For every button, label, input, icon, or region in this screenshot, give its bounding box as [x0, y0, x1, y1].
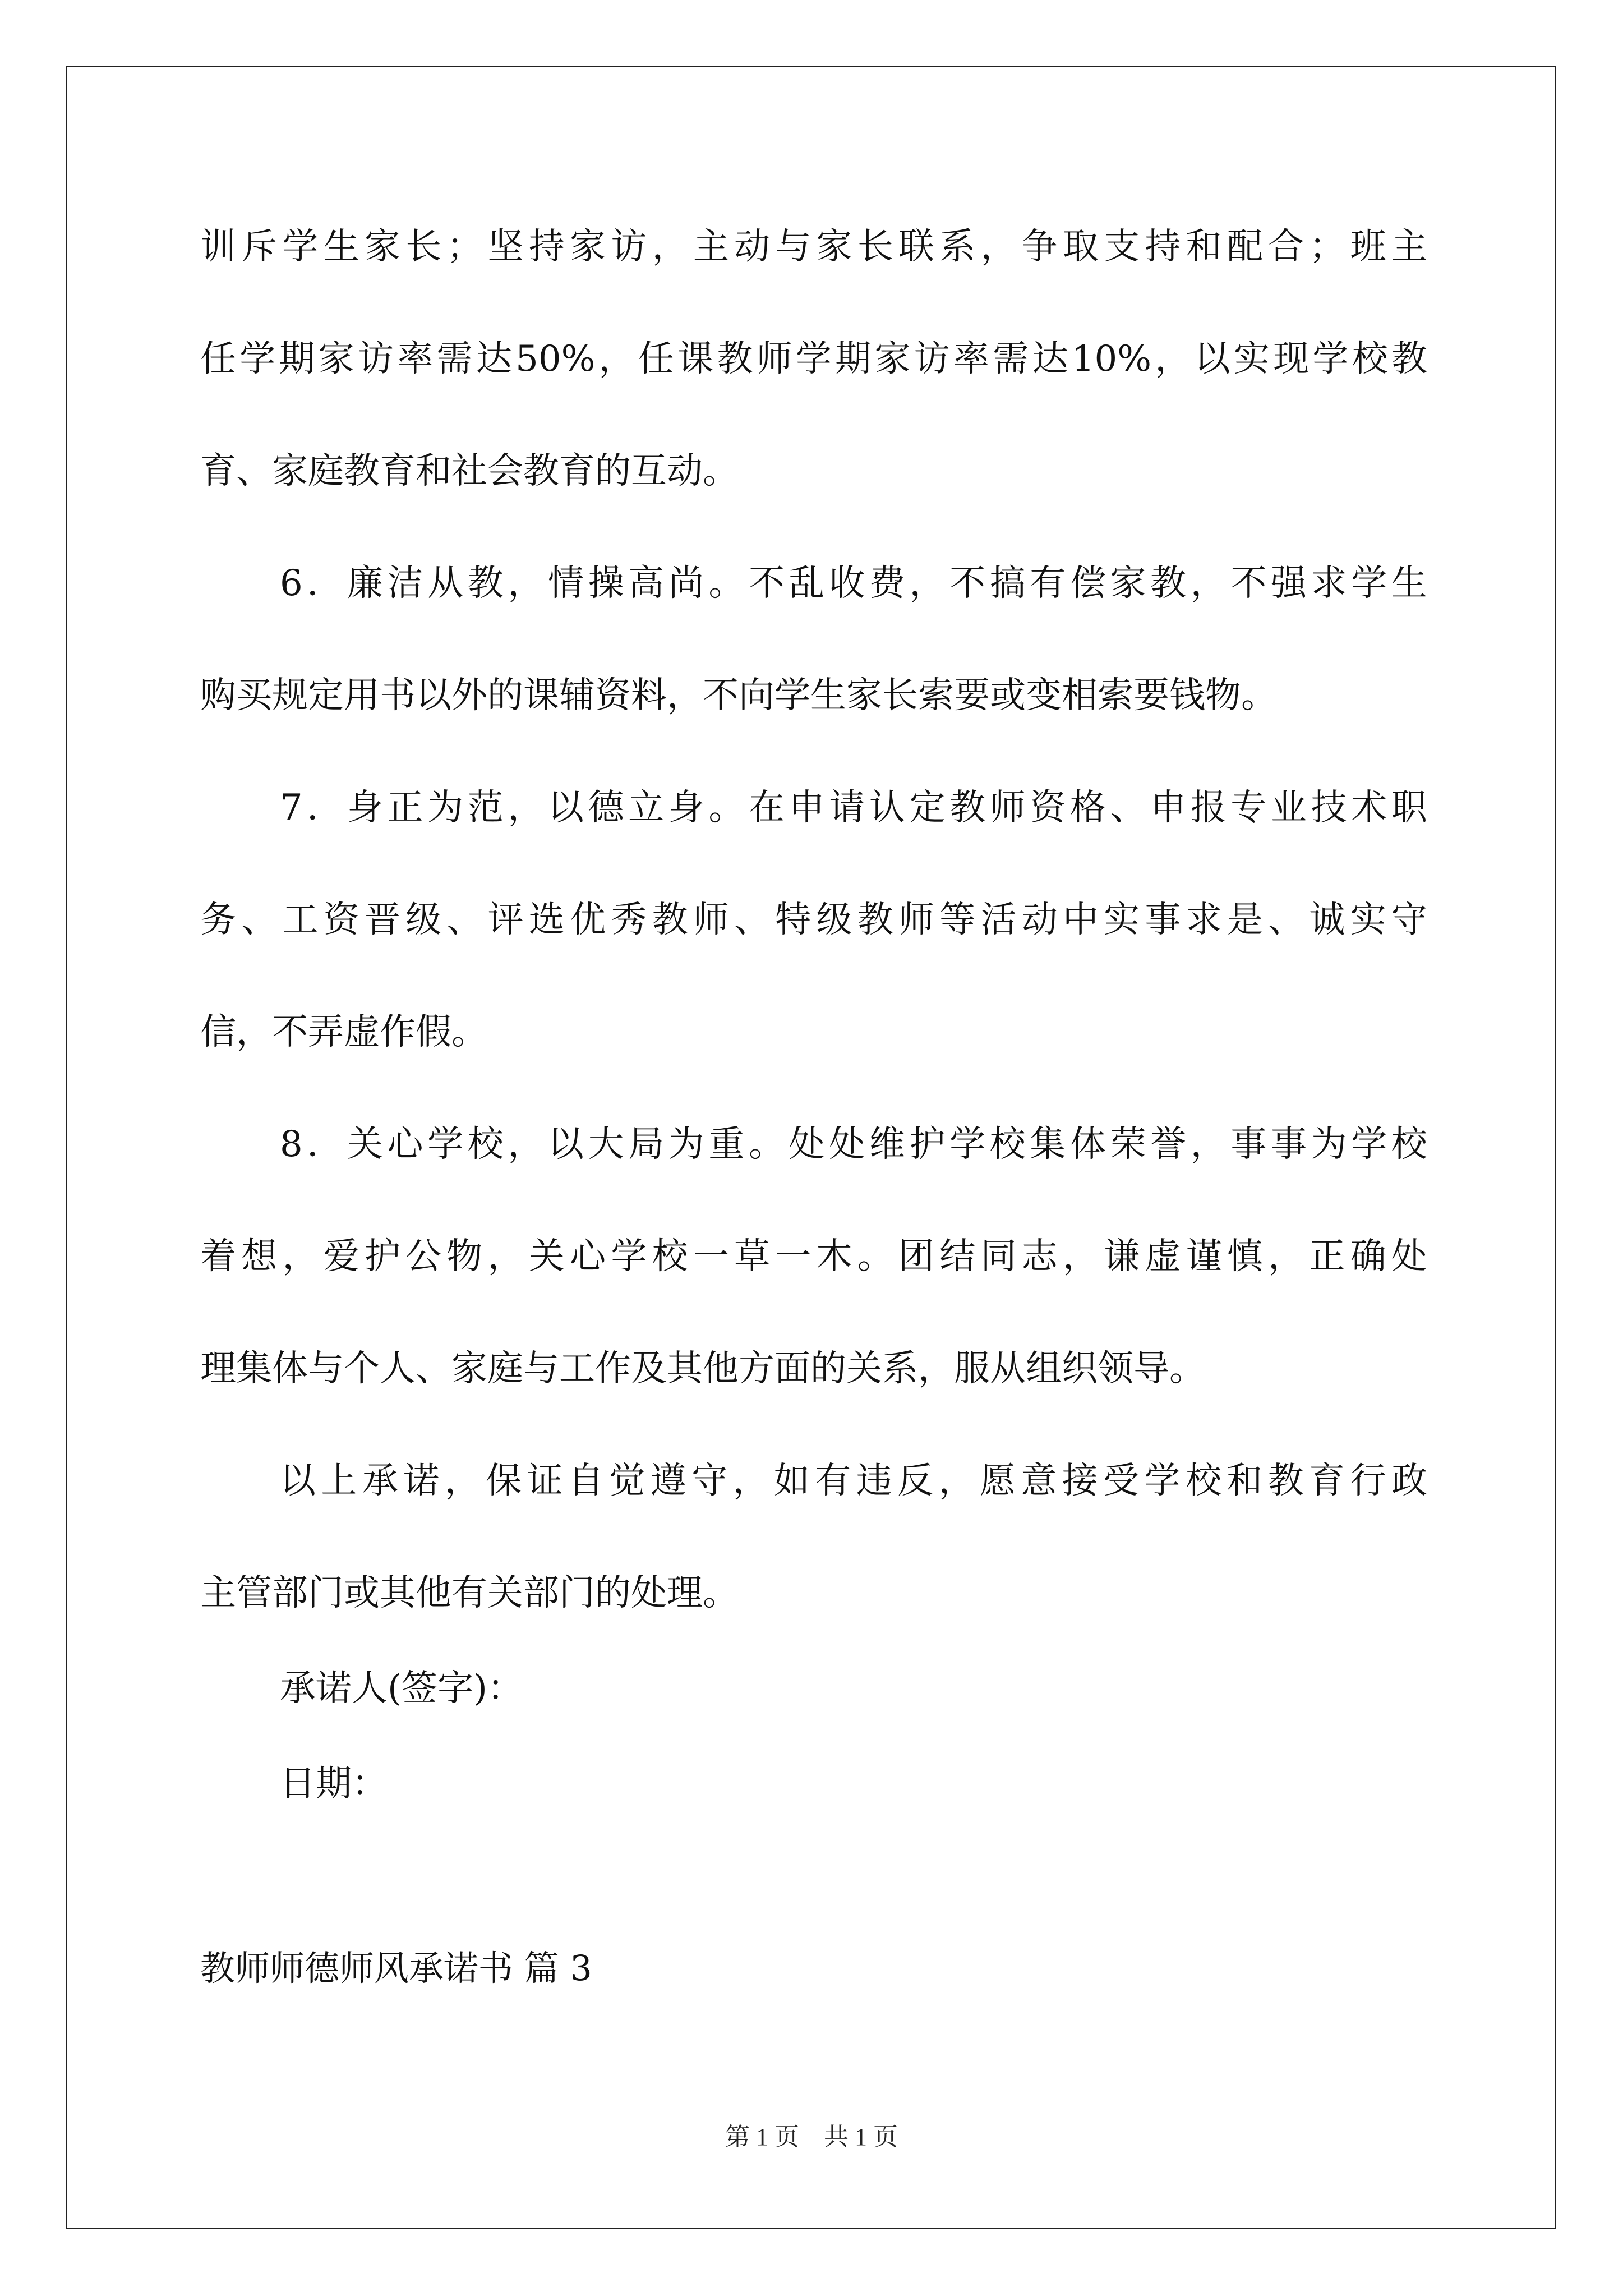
paragraph-line-8: 信，不弄虚作假。 [200, 1011, 487, 1053]
paragraph-line-10: 着 想 ， 爱 护 公 物 ， 关 心 学 校 一 草 一 木 。 团 结 同 志 ， 谦 虚 谨 慎 ， 正 确 处 [200, 1236, 1427, 1277]
paragraph-line-3: 育、家庭教育和社会教育的互动。 [200, 450, 739, 492]
paragraph-line-12: 以 上 承 诺 ， 保 证 自 觉 遵 守 ， 如 有 违 反 ， 愿 意 接 受 学 校 和 教 育 行 政 [280, 1460, 1427, 1502]
paragraph-line-5: 购买规定用书以外的课辅资料，不向学生家长索要或变相索要钱物。 [200, 675, 1277, 716]
paragraph-line-4: 6 ． 廉 洁 从 教 ， 情 操 高 尚 。 不 乱 收 费 ， 不 搞 有 偿 家 教 ， 不 强 求 学 生 [280, 563, 1427, 604]
paragraph-line-2: 任 学 期 家 访 率 需 达 50% ， 任 课 教 师 学 期 家 访 率 需 达 10% ， 以 实 现 学 校 教 [200, 338, 1427, 380]
paragraph-line-9: 8 ． 关 心 学 校 ， 以 大 局 为 重 。 处 处 维 护 学 校 集 体 荣 誉 ， 事 事 为 学 校 [280, 1124, 1427, 1165]
section-heading: 教师师德师风承诺书 篇 3 [200, 1948, 592, 1989]
paragraph-line-6: 7 ． 身 正 为 范 ， 以 德 立 身 。 在 申 请 认 定 教 师 资 格 、 申 报 专 业 技 术 职 [280, 787, 1427, 829]
signature-label: 承诺人(签字)： [280, 1668, 523, 1709]
date-label: 日期： [280, 1763, 388, 1805]
paragraph-line-1: 训 斥 学 生 家 长 ； 坚 持 家 访 ， 主 动 与 家 长 联 系 ， 争 取 支 持 和 配 合 ； 班 主 [200, 226, 1427, 268]
page-number: 第 1 页 共 1 页 [725, 2123, 898, 2151]
paragraph-line-7: 务 、 工 资 晋 级 、 评 选 优 秀 教 师 、 特 级 教 师 等 活 动 中 实 事 求 是 、 诚 实 守 [200, 899, 1427, 941]
paragraph-line-11: 理集体与个人、家庭与工作及其他方面的关系，服从组织领导。 [200, 1348, 1205, 1389]
paragraph-line-13: 主管部门或其他有关部门的处理。 [200, 1572, 739, 1614]
